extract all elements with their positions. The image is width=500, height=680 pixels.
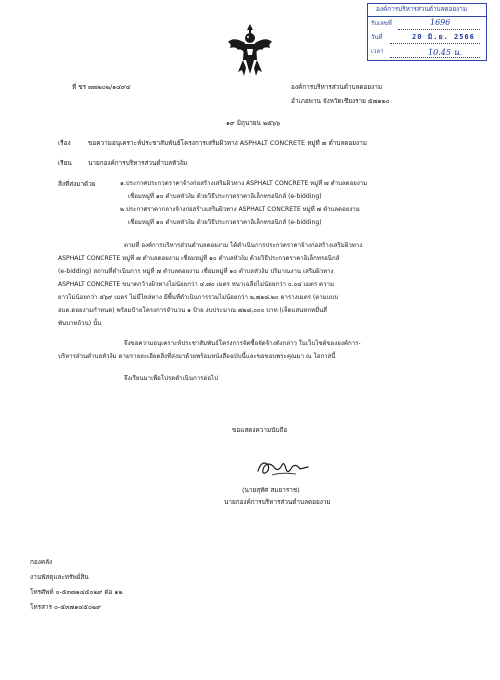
sender-address: อำเภอพาน จังหวัดเชียงราย ๕๗๑๒๐ xyxy=(291,97,390,105)
enclosure-item: เชื่อมหมู่ที่ ๑๐ ตำบลหัวง้ม ด้วยวิธีประกวดราคาอิเล็กทรอนิกส์ (e-bidding) xyxy=(128,219,322,226)
footer-fax: โทรสาร ๐-๕๓๗๑๔๕๐๒๙ xyxy=(30,603,101,611)
signer-position: นายกองค์การบริหารส่วนตำบลดอยงาม xyxy=(224,498,331,506)
recipient-label: เรียน xyxy=(58,159,72,167)
document-date: ๑๙ มิถุนายน ๒๕๖๖ xyxy=(226,119,281,127)
paragraph-1-line: ยาวไม่น้อยกว่า ๕๖๙ เมตร ไม่มีไหล่ทาง มีพื้นที่ดำเนินการรวมไม่น้อยกว่า ๒,๗๑๘.๒๐ ตารางเมตร (ตามแบบ xyxy=(58,294,339,301)
stamp-time-value: 10.45 น. xyxy=(428,48,462,57)
closing-regards: ขอแสดงความนับถือ xyxy=(232,426,288,434)
received-stamp xyxy=(367,3,487,61)
footer-phone: โทรศัพท์ ๐-๕๓๗๑๔๕๐๒๙ ต่อ ๑๒ xyxy=(30,588,123,596)
footer-division: กองคลัง xyxy=(30,558,53,566)
garuda-emblem-icon xyxy=(226,22,274,78)
signer-name: (นายสุทัศ สมยาราช) xyxy=(242,486,300,494)
enclosure-item: ๒.ประกาศราคากลางจ้างก่อสร้างเสริมผิวทาง ASPHALT CONCRETE หมู่ที่ ๗ ตำบลดอยงาม xyxy=(120,206,360,213)
paragraph-1-line: (e-bidding) สถานที่ดำเนินการ หมู่ที่ ๗ ตำบลดอยงาม เชื่อมหมู่ที่ ๑๐ ตำบลหัวง้ม ปริมาณงาน เสริมผิวทาง xyxy=(58,268,334,275)
reference-number: ที่ ชร ๗๗๒๐๒/๑๔๙๔ xyxy=(72,83,131,91)
stamp-received-no: 1696 xyxy=(430,18,451,27)
enclosure-item: ๑.ประกาศประกวดราคาจ้างก่อสร้างเสริมผิวทาง ASPHALT CONCRETE หมู่ที่ ๗ ตำบลดอยงาม xyxy=(120,180,368,187)
enclosures-label: สิ่งที่ส่งมาด้วย xyxy=(58,180,96,188)
stamp-time-label: เวลา xyxy=(371,48,384,55)
subject-label: เรื่อง xyxy=(58,139,71,147)
enclosure-item: เชื่อมหมู่ที่ ๑๐ ตำบลหัวง้ม ด้วยวิธีประกวดราคาอิเล็กทรอนิกส์ (e-bidding) xyxy=(128,193,322,200)
paragraph-2-line: จึงขอความอนุเคราะห์ประชาสัมพันธ์โครงการจัดซื้อจัดจ้างดังกล่าว ในเว็บไซต์ขององค์การ- xyxy=(124,340,361,347)
footer-section: งานพัสดุและทรัพย์สิน xyxy=(30,573,89,581)
paragraph-1-line: ASPHALT CONCRETE หมู่ที่ ๗ ตำบลดอยงาม เชื่อมหมู่ที่ ๑๐ ตำบลหัวง้ม ด้วยวิธีประกวดราคาอิเล็กทรอนิกส์ xyxy=(58,255,340,262)
stamp-date-value: 20 มิ.ย. 2566 xyxy=(412,33,475,41)
paragraph-1-line: พันบาทถ้วน) นั้น xyxy=(58,320,102,327)
paragraph-1-line: ตามที่ องค์การบริหารส่วนตำบลดอยงาม ได้ดำเนินการประกวดราคาจ้างก่อสร้างเสริมผิวทาง xyxy=(124,242,363,249)
stamp-org: องค์การบริหารส่วนตำบลดอยงาม xyxy=(376,5,468,13)
signature-icon xyxy=(252,455,312,479)
paragraph-1-line: ASPHALT CONCRETE ขนาดกว้างผิวทางไม่น้อยกว่า ๔.๗๐ เมตร หนาเฉลี่ยไม่น้อยกว่า ๐.๐๔ เมตร ความ xyxy=(58,281,334,288)
recipient-text: นายกองค์การบริหารส่วนตำบลหัวง้ม xyxy=(88,159,188,167)
paragraph-2-line: บริหารส่วนตำบลหัวง้ม ตามรายละเอียดสิ่งที่ส่งมาด้วยพร้อมหนังสือฉบับนี้และขอขอบพระคุณมา ณ โอกาสนี้ xyxy=(58,353,336,360)
paragraph-3: จึงเรียนมาเพื่อโปรดดำเนินการต่อไป xyxy=(124,375,218,382)
stamp-date-label: วันที่ xyxy=(371,34,383,41)
paragraph-1-line: อบต.ดอยงามกำหนด) พร้อมป้ายโครงการจำนวน ๑ ป้าย งบประมาณ ๗๒๘,๐๐๐ บาท (เจ็ดแสนหกหมื่นสี่ xyxy=(58,307,327,314)
stamp-received-label: รับเลขที่ xyxy=(371,20,392,27)
subject-text: ขอความอนุเคราะห์ประชาสัมพันธ์โครงการเสริมผิวทาง ASPHALT CONCRETE หมู่ที่ ๗ ตำบลดอยงาม xyxy=(88,139,367,147)
sender-org: องค์การบริหารส่วนตำบลดอยงาม xyxy=(291,83,383,91)
